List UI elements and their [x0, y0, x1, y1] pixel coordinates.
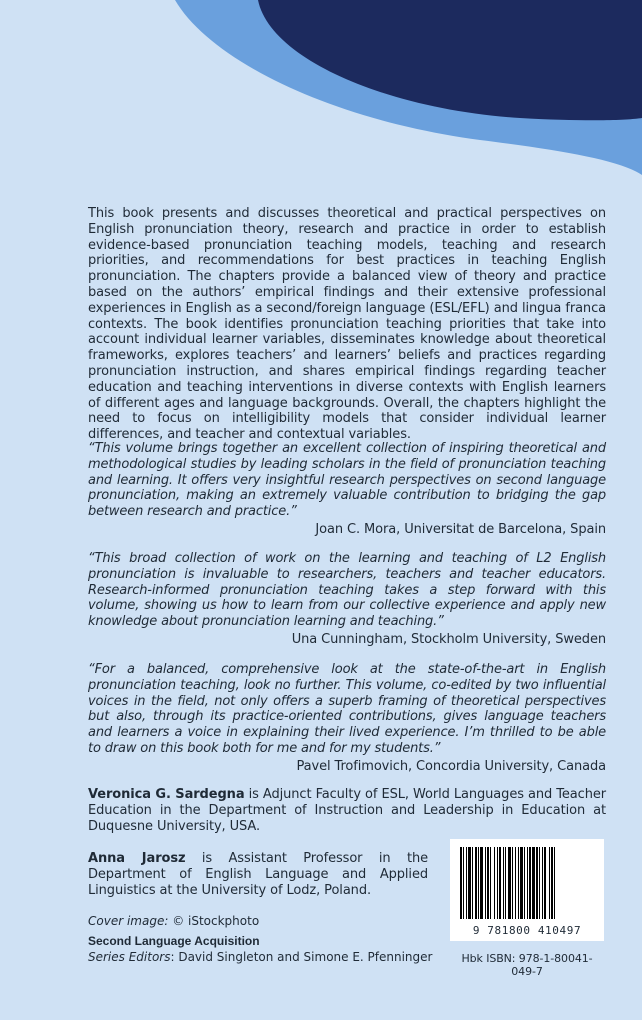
- endorsement-quote: [88, 551, 606, 648]
- barcode-bar: [549, 847, 550, 919]
- barcode-bar: [508, 847, 511, 919]
- quote-text: “For a balanced, comprehensive look at the state-of-the-art in English pronunciation teaching, look no further. This volume, co-edited by two influential voices in the field, not only offers a superb framing of theoretical perspectives but also, through its practice-oriented contributions, gives language teachers and learners a voice in explaining their lived experience. I’m thrilled to be able to draw on this book both for me and for my students.”: [88, 662, 606, 756]
- barcode-bar: [494, 847, 495, 919]
- barcode-bar: [520, 847, 523, 919]
- quote-attribution: Una Cunningham, Stockholm University, Sweden: [291, 631, 606, 647]
- barcode-bars: [458, 847, 596, 919]
- barcode-bar: [529, 847, 531, 919]
- cover-credit-value: © iStockphoto: [168, 914, 260, 928]
- barcode-bar: [499, 847, 501, 919]
- quote-attribution: Joan C. Mora, Universitat de Barcelona, Spain: [315, 521, 606, 537]
- book-description: This book presents and discusses theoretical and practical perspectives on English pronunciation theory, research and practice in order to establish evidence-based pronunciation teaching models, teaching and research priorities, and recommendations for best practices in teaching English pronunciation. The chapters provide a balanced view of theory and practice based on the authors’ empirical findings and their extensive professional experiences in English as a second/foreign language (ESL/EFL) and lingua franca contexts. The book identifies pronunciation teaching priorities that take into account individual learner variables, disseminates knowledge about theoretical frameworks, explores teachers’ and learners’ beliefs and practices regarding pronunciation instruction, and shares empirical findings regarding teacher education and teaching interventions in diverse contexts with English learners of different ages and language backgrounds. Overall, the chapters highlight the need to focus on intelligibility models that consider individual learner differences, and teacher and contextual variables.: [88, 206, 606, 443]
- barcode-bar: [472, 847, 473, 919]
- editor-name: Veronica G. Sardegna: [88, 787, 245, 802]
- barcode-bar: [524, 847, 525, 919]
- barcode-bar: [515, 847, 516, 919]
- barcode-bar: [466, 847, 467, 919]
- quote-text: “This volume brings together an excellent collection of inspiring theoretical and methodological studies by leading scholars in the field of pronunciation teaching and learning. It offers very insightful research perspectives on second language pronunciation, making an extremely valuable contribution to bridging the gap between research and practice.”: [88, 441, 606, 520]
- barcode-bar: [478, 847, 479, 919]
- navy-arc: [258, 0, 642, 120]
- barcode-bar: [539, 847, 540, 919]
- series-editors-label: Series Editors: [88, 950, 171, 964]
- barcode-bar: [487, 847, 489, 919]
- barcode-bar: [512, 847, 513, 919]
- endorsement-quote: [88, 441, 606, 538]
- barcode-bar: [480, 847, 483, 919]
- series-title: Second Language Acquisition: [88, 934, 260, 948]
- barcode-bar: [485, 847, 486, 919]
- barcode-bar: [497, 847, 498, 919]
- barcode-bar: [490, 847, 491, 919]
- barcode-bar: [542, 847, 543, 919]
- barcode-bar: [468, 847, 471, 919]
- barcode-bar: [505, 847, 506, 919]
- barcode-bar: [503, 847, 504, 919]
- quote-attribution: Pavel Trofimovich, Concordia University, Canada: [296, 758, 606, 774]
- barcode-bar: [551, 847, 553, 919]
- barcode-bar: [460, 847, 462, 919]
- barcode-bar: [532, 847, 535, 919]
- barcode-bar: [475, 847, 477, 919]
- barcode-bar: [544, 847, 546, 919]
- cover-credit-label: Cover image:: [88, 914, 169, 928]
- barcode-number: 9 781800 410497: [472, 924, 582, 937]
- editor-bio-text: is Adjunct Faculty of ESL, World Languages and Teacher Education in the Department of Instruction and Leadership in Education at Duquesne University, USA.: [88, 787, 606, 834]
- quote-text: “This broad collection of work on the learning and teaching of L2 English pronunciation is invaluable to researchers, teachers and teacher educators. Research-informed pronunciation teaching takes a step forward with this volume, showing us how to learn from our collective experience and apply new knowledge about pronunciation learning and teaching.”: [88, 551, 606, 630]
- endorsement-quote: [88, 662, 606, 775]
- barcode-bar: [554, 847, 555, 919]
- editor-bio: [88, 851, 428, 898]
- editor-bio: [88, 787, 606, 834]
- isbn: Hbk ISBN: 978-1-80041-049-7: [461, 952, 593, 978]
- series-editors-names: : David Singleton and Simone E. Pfenninger: [170, 950, 433, 964]
- cover-credit: [88, 914, 259, 929]
- editor-bio-text: is Assistant Professor in the Department of English Language and Applied Linguistics at the University of Lodz, Poland.: [88, 851, 428, 898]
- barcode-bar: [527, 847, 528, 919]
- series-editors: [88, 950, 432, 965]
- editor-name: Anna Jarosz: [88, 851, 186, 866]
- barcode: [450, 839, 604, 941]
- decorative-arcs: [0, 0, 642, 200]
- barcode-bar: [518, 847, 519, 919]
- barcode-bar: [536, 847, 538, 919]
- barcode-bar: [463, 847, 464, 919]
